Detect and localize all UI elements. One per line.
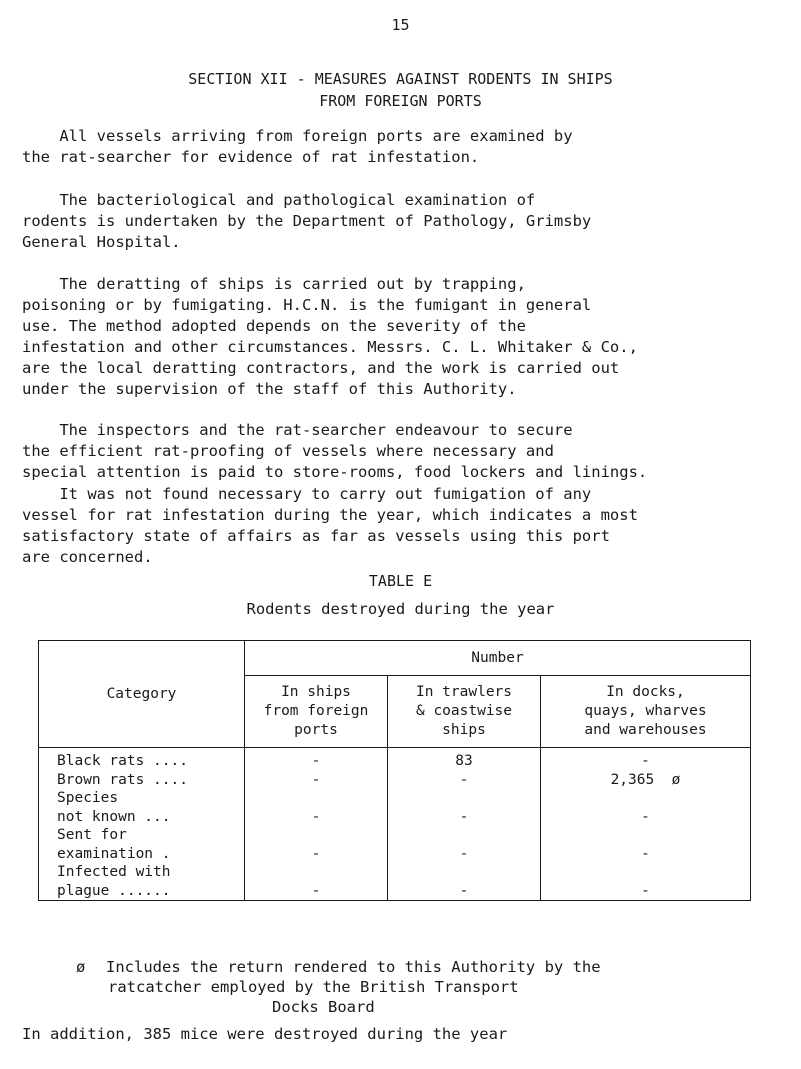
docks-values-cell [541, 748, 751, 901]
paragraph-line: special attention is paid to store-rooms, food lockers and linings. [22, 463, 648, 481]
value-species-unknown-trawlers: - [459, 808, 469, 825]
paragraph-rat-proofing [22, 420, 792, 483]
paragraph-fumigation [22, 484, 792, 568]
paragraph-line: It was not found necessary to carry out fumigation of any [22, 485, 592, 503]
paragraph-line: The bacteriological and pathological examination of [22, 191, 536, 209]
page-number: 15 [391, 16, 410, 34]
table-subcaption: Rodents destroyed during the year [246, 600, 555, 618]
table-caption: TABLE E [368, 572, 433, 590]
paragraph-line: the rat-searcher for evidence of rat infestation. [22, 148, 480, 166]
paragraph-line: use. The method adopted depends on the severity of the [22, 317, 526, 335]
paragraph-line: satisfactory state of affairs as far as vessels using this port [22, 527, 610, 545]
value-brown-rats-trawlers: - [459, 771, 469, 788]
section-title [0, 68, 801, 112]
category-cell [39, 748, 245, 901]
value-plague-trawlers: - [459, 882, 469, 899]
value-examination-trawlers: - [459, 845, 469, 862]
paragraph-line: The deratting of ships is carried out by trapping, [22, 275, 526, 293]
footnote-line: Docks Board [272, 998, 375, 1016]
ships-values-cell [245, 748, 388, 901]
paragraph-line: are the local deratting contractors, and the work is carried out [22, 359, 620, 377]
paragraph-line: vessel for rat infestation during the year, which indicates a most [22, 506, 638, 524]
paragraph-line: The inspectors and the rat-searcher endeavour to secure [22, 421, 573, 439]
footnote-line: Includes the return rendered to this Authority by the [106, 958, 601, 976]
value-brown-rats-docks: 2,365 ø [610, 771, 681, 788]
header-docks-warehouses: In docks, quays, wharves and warehouses [541, 676, 751, 748]
paragraph-bacteriological [22, 190, 792, 253]
value-black-rats-trawlers: 83 [455, 753, 473, 769]
paragraph-line: poisoning or by fumigating. H.C.N. is the fumigant in general [22, 296, 592, 314]
paragraph-deratting [22, 274, 792, 400]
table-body-row [39, 748, 751, 901]
category-label: Brown rats .... [57, 771, 188, 788]
value-examination-docks: - [641, 845, 650, 862]
category-label: Sent for [57, 827, 127, 843]
paragraph-line: All vessels arriving from foreign ports are examined by [22, 127, 573, 145]
paragraph-inspection [22, 126, 792, 168]
category-label: not known ... [57, 808, 171, 825]
value-examination-ships: - [311, 845, 321, 862]
value-black-rats-docks: - [641, 753, 650, 769]
category-label: Infected with [57, 864, 171, 880]
header-category: Category [39, 641, 245, 748]
header-trawlers-coastwise: In trawlers & coastwise ships [388, 676, 541, 748]
footnote-line: ratcatcher employed by the British Transport [108, 978, 519, 996]
addition-note: In addition, 385 mice were destroyed during the year [22, 1025, 508, 1043]
value-black-rats-ships: - [311, 753, 321, 769]
paragraph-line: General Hospital. [22, 233, 181, 251]
category-label: Species [57, 790, 119, 806]
paragraph-line: are concerned. [22, 548, 153, 566]
header-ships-foreign-ports: In ships from foreign ports [245, 676, 388, 748]
category-label: plague ...... [57, 882, 171, 899]
value-plague-docks: - [641, 882, 650, 899]
value-species-unknown-docks: - [641, 808, 650, 825]
trawlers-values-cell [388, 748, 541, 901]
header-number: Number [245, 641, 751, 676]
table-header-row [39, 641, 751, 676]
section-title-line-1: SECTION XII - MEASURES AGAINST RODENTS IN SHIPS [188, 70, 613, 88]
paragraph-line: the efficient rat-proofing of vessels where necessary and [22, 442, 554, 460]
footnote-symbol: ø [76, 958, 86, 976]
category-label: Black rats .... [57, 753, 188, 769]
paragraph-line: infestation and other circumstances. Messrs. C. L. Whitaker & Co., [22, 338, 638, 356]
rodents-table [38, 640, 751, 901]
section-title-line-2: FROM FOREIGN PORTS [319, 92, 482, 110]
category-label: examination . [57, 845, 171, 862]
footnote [76, 957, 776, 1017]
value-brown-rats-ships: - [311, 771, 321, 788]
value-plague-ships: - [311, 882, 321, 899]
paragraph-line: under the supervision of the staff of this Authority. [22, 380, 517, 398]
paragraph-line: rodents is undertaken by the Department of Pathology, Grimsby [22, 212, 592, 230]
value-species-unknown-ships: - [311, 808, 321, 825]
